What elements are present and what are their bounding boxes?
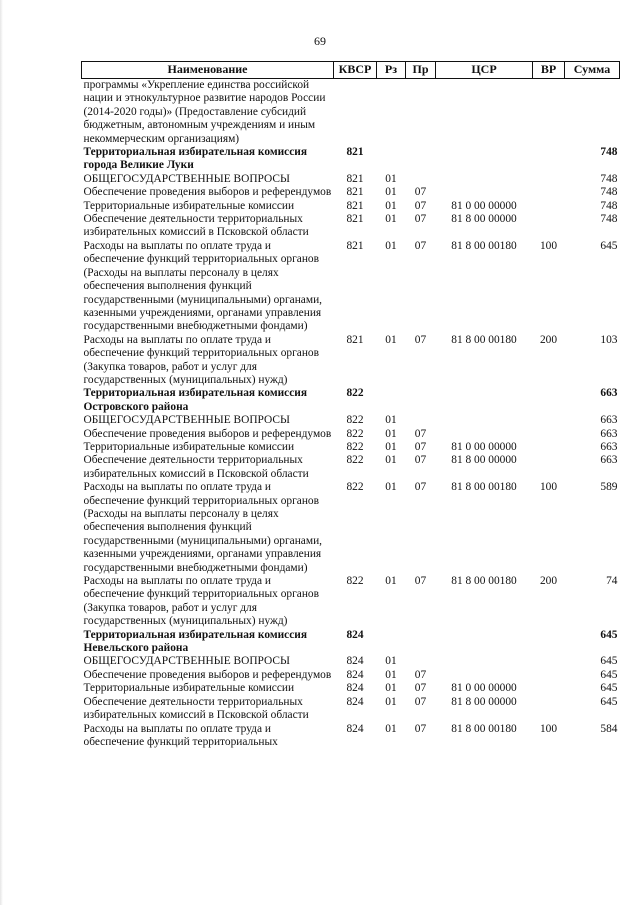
cell-vr: 100 (539, 481, 558, 494)
cell-name: Территориальные избирательные комиссии (83, 682, 295, 695)
cell-vr (533, 200, 565, 213)
cell-sum: 663 (600, 387, 618, 400)
cell-rz: 01 (385, 333, 397, 346)
cell-pr: 07 (414, 186, 427, 199)
header-sum: Сумма (565, 62, 620, 79)
table-row (82, 655, 620, 668)
cell-name: Обеспечение деятельности территориальных избирательных комиссий в Псковской области (83, 695, 309, 722)
header-vr: ВР (533, 62, 565, 79)
cell-pr: 07 (414, 213, 427, 226)
table-row (82, 696, 620, 723)
cell-vr (533, 414, 565, 427)
cell-rz: 01 (385, 239, 397, 252)
cell-sum: 645 (600, 682, 618, 695)
cell-kvsr: 821 (346, 146, 364, 159)
cell-kvsr: 822 (346, 481, 364, 494)
cell-rz: 01 (385, 427, 397, 440)
cell-vr (533, 213, 565, 240)
cell-rz: 01 (385, 440, 397, 453)
cell-sum: 748 (600, 199, 618, 212)
table-row (82, 454, 620, 481)
cell-pr (406, 387, 436, 414)
cell-name: ОБЩЕГОСУДАРСТВЕННЫЕ ВОПРОСЫ (83, 172, 290, 185)
cell-csr (436, 79, 533, 147)
cell-sum: 589 (600, 481, 618, 494)
cell-name: программы «Укрепление единства российской нации и этнокультурное развитие народов России (2014-2020 годы)» (Предоставление субсидий бюджетным, автономным учреждениям и иным некоммерческим организациям) (83, 79, 326, 145)
cell-sum: 645 (600, 628, 618, 641)
cell-vr (533, 441, 565, 454)
cell-pr (406, 173, 436, 186)
cell-sum: 584 (600, 722, 618, 735)
table-row (82, 173, 620, 186)
cell-kvsr (334, 79, 377, 147)
header-pr: Пр (406, 62, 436, 79)
cell-pr: 07 (414, 440, 427, 453)
section-row (82, 146, 620, 173)
cell-sum: 663 (600, 414, 618, 427)
table-row (82, 441, 620, 454)
cell-pr: 07 (414, 682, 427, 695)
cell-pr: 07 (414, 722, 427, 735)
cell-kvsr: 824 (346, 682, 364, 695)
cell-vr (533, 682, 565, 695)
cell-pr: 07 (414, 454, 427, 467)
cell-rz: 01 (385, 454, 397, 467)
cell-kvsr: 824 (346, 655, 364, 668)
cell-vr (533, 387, 565, 414)
cell-rz: 01 (385, 722, 397, 735)
cell-sum: 645 (600, 655, 618, 668)
cell-kvsr: 821 (346, 172, 364, 185)
header-name: Наименование (82, 62, 334, 79)
table-row (82, 428, 620, 441)
cell-kvsr: 821 (346, 239, 364, 252)
table-row (82, 575, 620, 629)
section-row (82, 387, 620, 414)
cell-name: Обеспечение проведения выборов и референдумов (83, 427, 332, 440)
cell-rz: 01 (385, 668, 397, 681)
cell-sum: 74 (606, 575, 618, 588)
cell-csr: 81 8 00 00180 (451, 575, 517, 588)
page-number: 69 (314, 34, 326, 48)
cell-csr: 81 8 00 00000 (451, 454, 517, 467)
cell-name: Расходы на выплаты по оплате труда и обеспечение функций территориальных органов (Расходы на выплаты персоналу в целях обеспечения выполнения функций государственными (муниципальными) органами, казенными учреждениями, органами управления государственными внебюджетными фондами) (83, 481, 323, 574)
cell-name: Обеспечение деятельности территориальных избирательных комиссий в Псковской области (83, 454, 309, 480)
cell-pr (406, 414, 436, 427)
table-row (82, 682, 620, 695)
cell-rz (377, 629, 406, 656)
cell-vr (533, 454, 565, 481)
cell-rz (377, 79, 406, 147)
budget-table (81, 61, 620, 749)
cell-name: Обеспечение проведения выборов и референдумов (83, 668, 332, 681)
table-row (82, 200, 620, 213)
cell-csr: 81 0 00 00000 (451, 440, 517, 453)
cell-kvsr: 822 (346, 454, 364, 467)
cell-rz: 01 (385, 186, 397, 199)
cell-name: Территориальная избирательная комиссия Невельского района (83, 628, 307, 655)
cell-csr (436, 655, 533, 668)
cell-pr: 07 (414, 239, 427, 252)
cell-sum: 663 (600, 440, 618, 453)
cell-sum: 645 (600, 668, 618, 681)
table-body (82, 79, 620, 750)
cell-sum: 748 (600, 146, 618, 159)
cell-pr: 07 (414, 668, 427, 681)
cell-name: Расходы на выплаты по оплате труда и обеспечение функций территориальных (83, 722, 278, 748)
cell-sum: 645 (600, 695, 618, 708)
cell-kvsr: 822 (346, 387, 364, 400)
cell-pr (406, 655, 436, 668)
cell-csr (436, 146, 533, 173)
cell-sum: 748 (600, 186, 618, 199)
cell-sum: 103 (600, 333, 618, 346)
cell-rz: 01 (385, 481, 397, 494)
table-row (82, 186, 620, 199)
cell-csr (436, 186, 533, 199)
cell-sum: 748 (600, 213, 618, 226)
table-row (82, 213, 620, 240)
scan-edge (0, 0, 3, 905)
cell-vr (533, 428, 565, 441)
cell-rz: 01 (385, 655, 397, 668)
cell-kvsr: 824 (346, 668, 364, 681)
cell-sum: 645 (600, 239, 618, 252)
table-row (82, 481, 620, 575)
cell-kvsr: 822 (346, 575, 364, 588)
cell-name: ОБЩЕГОСУДАРСТВЕННЫЕ ВОПРОСЫ (83, 414, 290, 427)
cell-name: Территориальные избирательные комиссии (83, 440, 295, 453)
cell-csr: 81 0 00 00000 (451, 199, 517, 212)
cell-vr (533, 655, 565, 668)
cell-csr (436, 428, 533, 441)
table-row (82, 414, 620, 427)
cell-pr: 07 (414, 333, 427, 346)
cell-csr: 81 8 00 00180 (451, 722, 517, 735)
cell-pr: 07 (414, 695, 427, 708)
cell-csr: 81 8 00 00180 (451, 481, 517, 494)
cell-vr (533, 79, 565, 147)
cell-pr: 07 (414, 575, 427, 588)
cell-name: Территориальные избирательные комиссии (83, 199, 295, 212)
cell-rz: 01 (385, 682, 397, 695)
cell-csr: 81 8 00 00000 (451, 213, 517, 226)
table-row (82, 79, 620, 147)
cell-rz: 01 (385, 213, 397, 226)
cell-rz: 01 (385, 695, 397, 708)
section-row (82, 629, 620, 656)
cell-kvsr: 821 (346, 199, 364, 212)
cell-kvsr: 822 (346, 427, 364, 440)
cell-name: Расходы на выплаты по оплате труда и обеспечение функций территориальных органов (Закупка товаров, работ и услуг для государственных (муниципальных) нужд) (83, 333, 319, 386)
cell-sum: 663 (600, 427, 618, 440)
cell-vr (533, 669, 565, 682)
cell-vr: 200 (539, 575, 558, 588)
cell-sum (565, 79, 620, 147)
cell-rz: 01 (385, 199, 397, 212)
cell-vr (533, 629, 565, 656)
cell-pr (406, 629, 436, 656)
cell-csr: 81 0 00 00000 (451, 682, 517, 695)
cell-csr (436, 629, 533, 656)
cell-csr (436, 173, 533, 186)
cell-kvsr: 822 (346, 414, 364, 427)
cell-pr: 07 (414, 481, 427, 494)
cell-rz: 01 (385, 172, 397, 185)
cell-name: Обеспечение деятельности территориальных избирательных комиссий в Псковской области (83, 213, 309, 239)
cell-rz: 01 (385, 414, 397, 427)
cell-kvsr: 824 (346, 628, 364, 641)
cell-kvsr: 822 (346, 440, 364, 453)
table-header-row (82, 62, 620, 79)
cell-name: Территориальная избирательная комиссия Островского района (83, 387, 307, 413)
cell-vr: 100 (539, 722, 558, 735)
cell-pr: 07 (414, 427, 427, 440)
table-row (82, 723, 620, 750)
header-kvsr: КВСР (334, 62, 377, 79)
table-row (82, 240, 620, 334)
cell-vr: 200 (539, 333, 558, 346)
cell-name: Территориальная избирательная комиссия города Великие Луки (83, 146, 307, 172)
cell-kvsr: 824 (346, 722, 364, 735)
cell-vr (533, 146, 565, 173)
cell-kvsr: 821 (346, 186, 364, 199)
cell-vr (533, 186, 565, 199)
cell-kvsr: 821 (346, 333, 364, 346)
header-rz: Рз (377, 62, 406, 79)
cell-csr (436, 669, 533, 682)
cell-pr (406, 146, 436, 173)
cell-vr (533, 173, 565, 186)
cell-sum: 663 (600, 454, 618, 467)
cell-name: Расходы на выплаты по оплате труда и обеспечение функций территориальных органов (Закупка товаров, работ и услуг для государственных (муниципальных) нужд) (83, 575, 319, 628)
cell-vr: 100 (539, 239, 558, 252)
cell-csr (436, 387, 533, 414)
cell-kvsr: 821 (346, 213, 364, 226)
cell-name: Расходы на выплаты по оплате труда и обеспечение функций территориальных органов (Расходы на выплаты персоналу в целях обеспечения выполнения функций государственными (муниципальными) органами, казенными учреждениями, органами управления государственными внебюджетными фондами) (83, 239, 323, 333)
cell-vr (533, 696, 565, 723)
cell-csr: 81 8 00 00180 (451, 239, 517, 252)
table-row (82, 669, 620, 682)
cell-rz (377, 146, 406, 173)
cell-csr (436, 414, 533, 427)
cell-name: ОБЩЕГОСУДАРСТВЕННЫЕ ВОПРОСЫ (83, 655, 290, 668)
cell-name: Обеспечение проведения выборов и референдумов (83, 186, 332, 199)
cell-rz (377, 387, 406, 414)
cell-csr: 81 8 00 00180 (451, 333, 517, 346)
header-csr: ЦСР (436, 62, 533, 79)
cell-pr: 07 (414, 199, 427, 212)
cell-csr: 81 8 00 00000 (451, 695, 517, 708)
cell-pr (406, 79, 436, 147)
cell-rz: 01 (385, 575, 397, 588)
cell-kvsr: 824 (346, 695, 364, 708)
cell-sum: 748 (600, 172, 618, 185)
table-row (82, 334, 620, 388)
